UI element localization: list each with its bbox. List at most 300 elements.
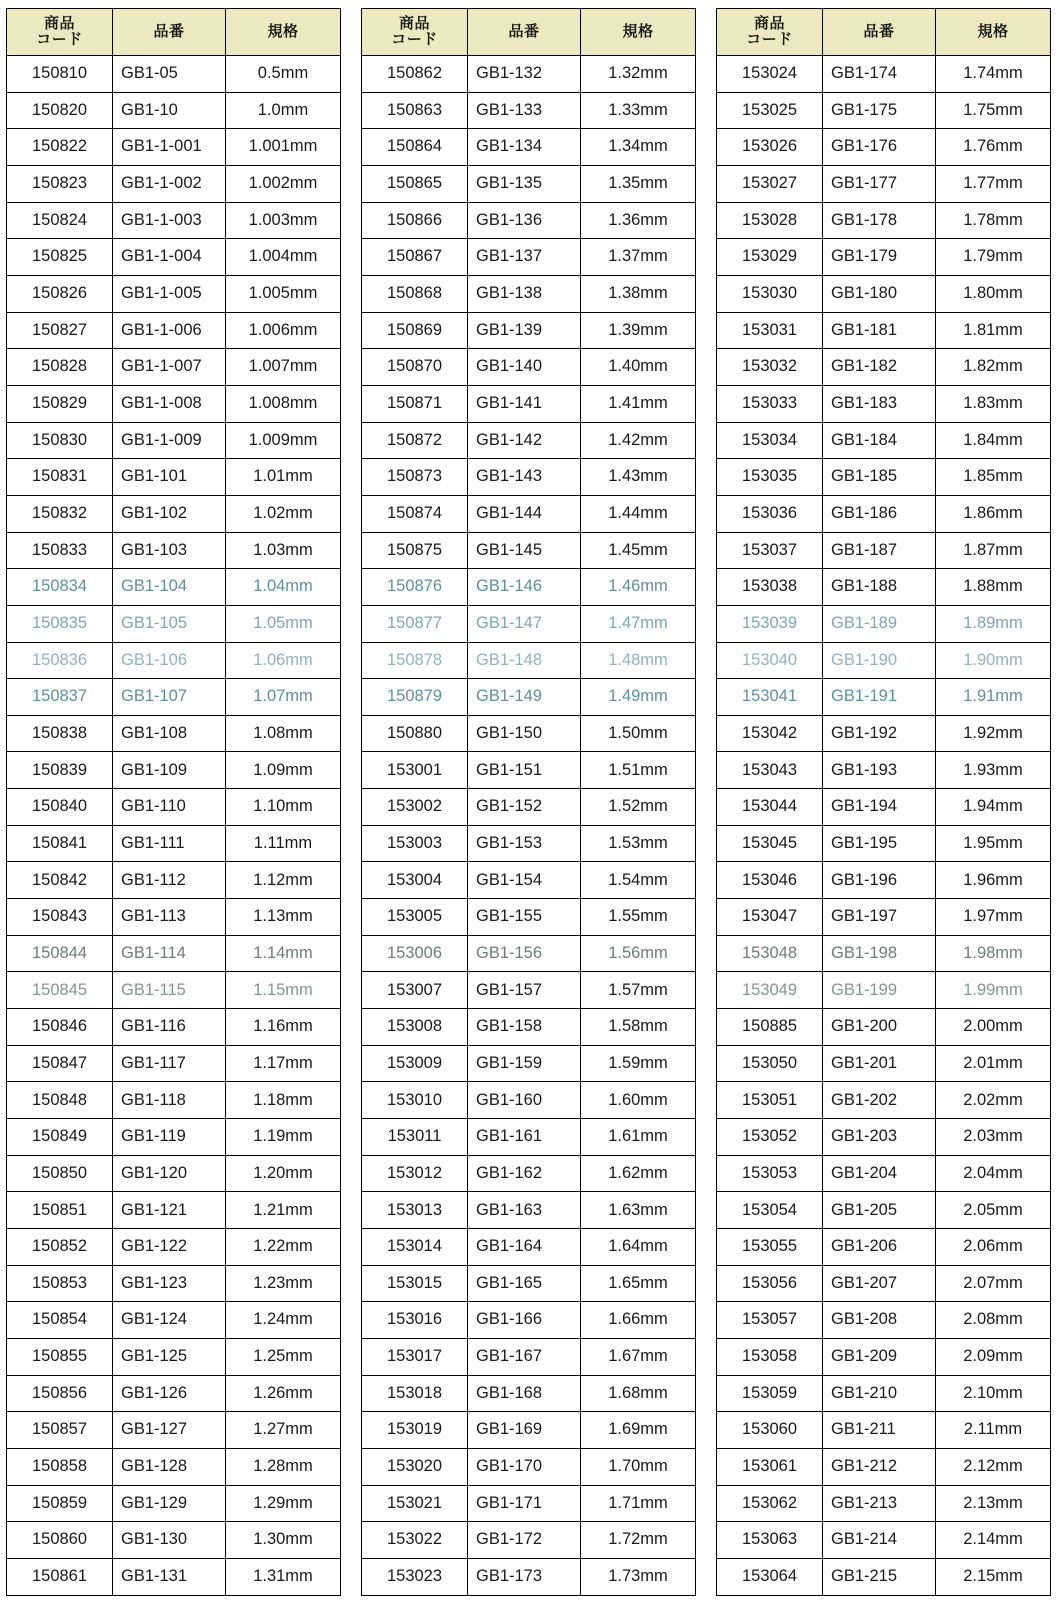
- table-row: [7, 752, 341, 789]
- cell-product-code: 153053: [717, 1155, 823, 1192]
- cell-part-number: GB1-158: [468, 1009, 581, 1046]
- cell-part-number: GB1-188: [823, 569, 936, 606]
- cell-part-number: GB1-149: [468, 679, 581, 716]
- cell-specification: 1.16mm: [226, 1009, 341, 1046]
- cell-specification: 1.009mm: [226, 422, 341, 459]
- cell-product-code: 150854: [7, 1302, 113, 1339]
- cell-part-number: GB1-151: [468, 752, 581, 789]
- cell-part-number: GB1-191: [823, 679, 936, 716]
- cell-specification: 1.85mm: [936, 459, 1051, 496]
- cell-part-number: GB1-162: [468, 1155, 581, 1192]
- cell-specification: 1.41mm: [581, 385, 696, 422]
- cell-part-number: GB1-107: [113, 679, 226, 716]
- cell-specification: 2.02mm: [936, 1082, 1051, 1119]
- cell-part-number: GB1-170: [468, 1448, 581, 1485]
- cell-specification: 1.73mm: [581, 1558, 696, 1595]
- table-row: [7, 422, 341, 459]
- cell-part-number: GB1-214: [823, 1522, 936, 1559]
- cell-product-code: 153039: [717, 605, 823, 642]
- table-row: [7, 312, 341, 349]
- table-row: [362, 752, 696, 789]
- cell-product-code: 150845: [7, 972, 113, 1009]
- table-row: [717, 1229, 1051, 1266]
- cell-specification: 1.76mm: [936, 129, 1051, 166]
- table-row: [362, 679, 696, 716]
- cell-product-code: 153040: [717, 642, 823, 679]
- cell-specification: 2.00mm: [936, 1009, 1051, 1046]
- cell-specification: 1.89mm: [936, 605, 1051, 642]
- cell-specification: 2.03mm: [936, 1119, 1051, 1156]
- table-row: [717, 92, 1051, 129]
- cell-product-code: 153062: [717, 1485, 823, 1522]
- cell-specification: 1.09mm: [226, 752, 341, 789]
- cell-specification: 1.20mm: [226, 1155, 341, 1192]
- cell-part-number: GB1-209: [823, 1338, 936, 1375]
- cell-specification: 1.70mm: [581, 1448, 696, 1485]
- cell-part-number: GB1-101: [113, 459, 226, 496]
- cell-product-code: 150830: [7, 422, 113, 459]
- cell-product-code: 150876: [362, 569, 468, 606]
- cell-product-code: 150833: [7, 532, 113, 569]
- cell-part-number: GB1-143: [468, 459, 581, 496]
- cell-product-code: 153007: [362, 972, 468, 1009]
- cell-specification: 1.59mm: [581, 1045, 696, 1082]
- column-header-part-number: 品番: [113, 9, 226, 56]
- table-row: [717, 569, 1051, 606]
- cell-product-code: 153057: [717, 1302, 823, 1339]
- cell-part-number: GB1-1-006: [113, 312, 226, 349]
- cell-specification: 1.71mm: [581, 1485, 696, 1522]
- table-row: [7, 825, 341, 862]
- cell-specification: 1.62mm: [581, 1155, 696, 1192]
- cell-specification: 1.93mm: [936, 752, 1051, 789]
- cell-product-code: 153026: [717, 129, 823, 166]
- table-row: [717, 1522, 1051, 1559]
- cell-specification: 0.5mm: [226, 56, 341, 93]
- cell-part-number: GB1-146: [468, 569, 581, 606]
- table-row: [7, 1485, 341, 1522]
- cell-part-number: GB1-168: [468, 1375, 581, 1412]
- cell-product-code: 150841: [7, 825, 113, 862]
- cell-part-number: GB1-179: [823, 239, 936, 276]
- cell-product-code: 150825: [7, 239, 113, 276]
- cell-part-number: GB1-177: [823, 165, 936, 202]
- cell-specification: 1.42mm: [581, 422, 696, 459]
- cell-specification: 2.01mm: [936, 1045, 1051, 1082]
- cell-product-code: 150859: [7, 1485, 113, 1522]
- cell-specification: 1.18mm: [226, 1082, 341, 1119]
- table-row: [717, 972, 1051, 1009]
- table-row: [717, 385, 1051, 422]
- cell-part-number: GB1-200: [823, 1009, 936, 1046]
- cell-part-number: GB1-171: [468, 1485, 581, 1522]
- cell-part-number: GB1-122: [113, 1229, 226, 1266]
- cell-product-code: 150861: [7, 1558, 113, 1595]
- cell-product-code: 150829: [7, 385, 113, 422]
- cell-product-code: 153035: [717, 459, 823, 496]
- cell-specification: 1.45mm: [581, 532, 696, 569]
- cell-specification: 1.67mm: [581, 1338, 696, 1375]
- column-header-product-code-line2: コード: [36, 31, 83, 48]
- cell-part-number: GB1-210: [823, 1375, 936, 1412]
- table-row: [362, 1045, 696, 1082]
- cell-specification: 1.57mm: [581, 972, 696, 1009]
- table-row: [717, 1375, 1051, 1412]
- cell-product-code: 150872: [362, 422, 468, 459]
- cell-part-number: GB1-112: [113, 862, 226, 899]
- cell-specification: 1.02mm: [226, 495, 341, 532]
- table-row: [7, 899, 341, 936]
- table-row: [717, 495, 1051, 532]
- cell-product-code: 150838: [7, 715, 113, 752]
- spec-table-2: [361, 8, 696, 1596]
- cell-product-code: 153017: [362, 1338, 468, 1375]
- cell-specification: 1.22mm: [226, 1229, 341, 1266]
- table-row: [362, 202, 696, 239]
- cell-product-code: 153045: [717, 825, 823, 862]
- table-row: [7, 495, 341, 532]
- cell-part-number: GB1-1-002: [113, 165, 226, 202]
- cell-specification: 1.21mm: [226, 1192, 341, 1229]
- cell-specification: 1.004mm: [226, 239, 341, 276]
- table-row: [717, 679, 1051, 716]
- cell-specification: 1.79mm: [936, 239, 1051, 276]
- table-row: [362, 715, 696, 752]
- cell-product-code: 150871: [362, 385, 468, 422]
- cell-product-code: 150843: [7, 899, 113, 936]
- cell-product-code: 150867: [362, 239, 468, 276]
- table-row: [7, 165, 341, 202]
- cell-specification: 1.51mm: [581, 752, 696, 789]
- cell-specification: 1.0mm: [226, 92, 341, 129]
- cell-specification: 1.94mm: [936, 789, 1051, 826]
- cell-product-code: 153001: [362, 752, 468, 789]
- cell-product-code: 153022: [362, 1522, 468, 1559]
- cell-product-code: 150852: [7, 1229, 113, 1266]
- cell-specification: 1.60mm: [581, 1082, 696, 1119]
- cell-product-code: 150865: [362, 165, 468, 202]
- table-row: [717, 1265, 1051, 1302]
- cell-specification: 1.49mm: [581, 679, 696, 716]
- table-row: [7, 569, 341, 606]
- cell-specification: 1.68mm: [581, 1375, 696, 1412]
- table-row: [717, 752, 1051, 789]
- cell-specification: 1.37mm: [581, 239, 696, 276]
- cell-specification: 1.006mm: [226, 312, 341, 349]
- cell-part-number: GB1-182: [823, 349, 936, 386]
- cell-product-code: 150820: [7, 92, 113, 129]
- cell-part-number: GB1-142: [468, 422, 581, 459]
- table-row: [362, 862, 696, 899]
- table-row: [362, 899, 696, 936]
- table-row: [362, 569, 696, 606]
- table-row: [362, 532, 696, 569]
- cell-product-code: 153021: [362, 1485, 468, 1522]
- cell-product-code: 150864: [362, 129, 468, 166]
- cell-specification: 1.27mm: [226, 1412, 341, 1449]
- table-row: [7, 1412, 341, 1449]
- cell-product-code: 150880: [362, 715, 468, 752]
- cell-specification: 1.81mm: [936, 312, 1051, 349]
- cell-product-code: 153019: [362, 1412, 468, 1449]
- cell-part-number: GB1-137: [468, 239, 581, 276]
- cell-product-code: 150810: [7, 56, 113, 93]
- cell-part-number: GB1-1-001: [113, 129, 226, 166]
- table-header-row: [717, 9, 1051, 56]
- table-row: [7, 385, 341, 422]
- cell-specification: 1.65mm: [581, 1265, 696, 1302]
- cell-product-code: 153015: [362, 1265, 468, 1302]
- table-row: [362, 1412, 696, 1449]
- cell-product-code: 150849: [7, 1119, 113, 1156]
- cell-product-code: 153029: [717, 239, 823, 276]
- cell-part-number: GB1-186: [823, 495, 936, 532]
- cell-specification: 1.08mm: [226, 715, 341, 752]
- cell-product-code: 150842: [7, 862, 113, 899]
- cell-product-code: 150840: [7, 789, 113, 826]
- column-header-part-number: 品番: [823, 9, 936, 56]
- cell-part-number: GB1-161: [468, 1119, 581, 1156]
- cell-product-code: 153050: [717, 1045, 823, 1082]
- cell-product-code: 153059: [717, 1375, 823, 1412]
- cell-part-number: GB1-103: [113, 532, 226, 569]
- cell-product-code: 153058: [717, 1338, 823, 1375]
- cell-specification: 1.46mm: [581, 569, 696, 606]
- table-row: [717, 862, 1051, 899]
- table-row: [362, 239, 696, 276]
- cell-specification: 1.56mm: [581, 935, 696, 972]
- cell-specification: 1.17mm: [226, 1045, 341, 1082]
- cell-product-code: 153014: [362, 1229, 468, 1266]
- table-row: [7, 1522, 341, 1559]
- table-row: [7, 1082, 341, 1119]
- cell-product-code: 153041: [717, 679, 823, 716]
- cell-product-code: 153008: [362, 1009, 468, 1046]
- cell-specification: 1.83mm: [936, 385, 1051, 422]
- cell-part-number: GB1-128: [113, 1448, 226, 1485]
- cell-product-code: 153006: [362, 935, 468, 972]
- cell-specification: 1.86mm: [936, 495, 1051, 532]
- table-row: [717, 789, 1051, 826]
- cell-product-code: 150875: [362, 532, 468, 569]
- cell-product-code: 150832: [7, 495, 113, 532]
- cell-part-number: GB1-164: [468, 1229, 581, 1266]
- table-row: [717, 935, 1051, 972]
- table-row: [7, 129, 341, 166]
- cell-part-number: GB1-10: [113, 92, 226, 129]
- cell-specification: 1.39mm: [581, 312, 696, 349]
- cell-product-code: 153046: [717, 862, 823, 899]
- cell-part-number: GB1-119: [113, 1119, 226, 1156]
- table-row: [717, 202, 1051, 239]
- cell-specification: 2.04mm: [936, 1155, 1051, 1192]
- cell-part-number: GB1-215: [823, 1558, 936, 1595]
- cell-specification: 1.50mm: [581, 715, 696, 752]
- cell-specification: 1.19mm: [226, 1119, 341, 1156]
- spec-table-3: [716, 8, 1051, 1596]
- table-row: [7, 56, 341, 93]
- cell-part-number: GB1-1-008: [113, 385, 226, 422]
- table-row: [362, 1375, 696, 1412]
- table-row: [7, 1155, 341, 1192]
- cell-specification: 1.96mm: [936, 862, 1051, 899]
- cell-specification: 2.10mm: [936, 1375, 1051, 1412]
- table-row: [362, 1558, 696, 1595]
- cell-part-number: GB1-108: [113, 715, 226, 752]
- table-row: [7, 715, 341, 752]
- table-row: [7, 459, 341, 496]
- cell-part-number: GB1-181: [823, 312, 936, 349]
- cell-specification: 1.007mm: [226, 349, 341, 386]
- cell-specification: 1.26mm: [226, 1375, 341, 1412]
- table-row: [362, 642, 696, 679]
- cell-product-code: 150856: [7, 1375, 113, 1412]
- cell-part-number: GB1-156: [468, 935, 581, 972]
- column-header-product-code: [7, 9, 113, 56]
- cell-part-number: GB1-202: [823, 1082, 936, 1119]
- cell-part-number: GB1-133: [468, 92, 581, 129]
- cell-product-code: 153060: [717, 1412, 823, 1449]
- cell-specification: 1.03mm: [226, 532, 341, 569]
- column-header-specification: 規格: [226, 9, 341, 56]
- table-row: [7, 1229, 341, 1266]
- cell-part-number: GB1-176: [823, 129, 936, 166]
- cell-product-code: 150847: [7, 1045, 113, 1082]
- column-header-specification: 規格: [936, 9, 1051, 56]
- cell-part-number: GB1-05: [113, 56, 226, 93]
- cell-part-number: GB1-1-007: [113, 349, 226, 386]
- cell-part-number: GB1-212: [823, 1448, 936, 1485]
- cell-product-code: 153023: [362, 1558, 468, 1595]
- cell-part-number: GB1-136: [468, 202, 581, 239]
- cell-part-number: GB1-165: [468, 1265, 581, 1302]
- table-row: [362, 275, 696, 312]
- table-header-row: [7, 9, 341, 56]
- cell-specification: 1.29mm: [226, 1485, 341, 1522]
- cell-product-code: 153064: [717, 1558, 823, 1595]
- cell-part-number: GB1-196: [823, 862, 936, 899]
- cell-specification: 1.32mm: [581, 56, 696, 93]
- cell-product-code: 150834: [7, 569, 113, 606]
- cell-product-code: 153028: [717, 202, 823, 239]
- cell-part-number: GB1-135: [468, 165, 581, 202]
- cell-product-code: 153025: [717, 92, 823, 129]
- cell-part-number: GB1-155: [468, 899, 581, 936]
- cell-specification: 2.06mm: [936, 1229, 1051, 1266]
- table-row: [7, 1119, 341, 1156]
- cell-specification: 1.47mm: [581, 605, 696, 642]
- cell-part-number: GB1-129: [113, 1485, 226, 1522]
- cell-part-number: GB1-192: [823, 715, 936, 752]
- cell-product-code: 150848: [7, 1082, 113, 1119]
- cell-product-code: 153013: [362, 1192, 468, 1229]
- cell-specification: 2.12mm: [936, 1448, 1051, 1485]
- table-row: [7, 1558, 341, 1595]
- cell-part-number: GB1-174: [823, 56, 936, 93]
- cell-specification: 1.64mm: [581, 1229, 696, 1266]
- cell-specification: 1.43mm: [581, 459, 696, 496]
- table-row: [7, 1009, 341, 1046]
- cell-part-number: GB1-159: [468, 1045, 581, 1082]
- column-header-product-code-line1: 商品: [43, 15, 75, 33]
- cell-specification: 1.33mm: [581, 92, 696, 129]
- table-row: [362, 422, 696, 459]
- cell-product-code: 153024: [717, 56, 823, 93]
- column-header-specification: 規格: [581, 9, 696, 56]
- cell-product-code: 150851: [7, 1192, 113, 1229]
- cell-part-number: GB1-154: [468, 862, 581, 899]
- cell-product-code: 150860: [7, 1522, 113, 1559]
- cell-part-number: GB1-123: [113, 1265, 226, 1302]
- cell-product-code: 150879: [362, 679, 468, 716]
- cell-specification: 1.95mm: [936, 825, 1051, 862]
- cell-product-code: 153034: [717, 422, 823, 459]
- cell-product-code: 150850: [7, 1155, 113, 1192]
- cell-part-number: GB1-172: [468, 1522, 581, 1559]
- cell-specification: 1.78mm: [936, 202, 1051, 239]
- column-header-product-code-line1: 商品: [753, 15, 785, 33]
- cell-specification: 1.003mm: [226, 202, 341, 239]
- table-row: [7, 972, 341, 1009]
- cell-part-number: GB1-208: [823, 1302, 936, 1339]
- cell-product-code: 150869: [362, 312, 468, 349]
- cell-product-code: 150828: [7, 349, 113, 386]
- cell-product-code: 150824: [7, 202, 113, 239]
- table-row: [717, 1412, 1051, 1449]
- cell-product-code: 153061: [717, 1448, 823, 1485]
- cell-product-code: 153051: [717, 1082, 823, 1119]
- table-row: [7, 789, 341, 826]
- cell-specification: 1.001mm: [226, 129, 341, 166]
- cell-product-code: 153044: [717, 789, 823, 826]
- cell-specification: 1.91mm: [936, 679, 1051, 716]
- table-row: [717, 239, 1051, 276]
- cell-part-number: GB1-141: [468, 385, 581, 422]
- cell-product-code: 150868: [362, 275, 468, 312]
- cell-specification: 1.80mm: [936, 275, 1051, 312]
- cell-specification: 1.30mm: [226, 1522, 341, 1559]
- table-row: [7, 862, 341, 899]
- column-header-product-code: [362, 9, 468, 56]
- column-header-product-code: [717, 9, 823, 56]
- column-header-product-code-line1: 商品: [398, 15, 430, 33]
- table-row: [362, 1448, 696, 1485]
- cell-part-number: GB1-185: [823, 459, 936, 496]
- cell-part-number: GB1-102: [113, 495, 226, 532]
- cell-product-code: 153012: [362, 1155, 468, 1192]
- cell-part-number: GB1-140: [468, 349, 581, 386]
- cell-specification: 1.23mm: [226, 1265, 341, 1302]
- table-row: [7, 1375, 341, 1412]
- cell-product-code: 153049: [717, 972, 823, 1009]
- cell-part-number: GB1-109: [113, 752, 226, 789]
- cell-part-number: GB1-113: [113, 899, 226, 936]
- table-row: [362, 459, 696, 496]
- cell-product-code: 150877: [362, 605, 468, 642]
- cell-specification: 2.09mm: [936, 1338, 1051, 1375]
- table-row: [362, 1302, 696, 1339]
- table-row: [362, 935, 696, 972]
- cell-specification: 1.34mm: [581, 129, 696, 166]
- cell-product-code: 153037: [717, 532, 823, 569]
- table-row: [717, 532, 1051, 569]
- cell-specification: 1.12mm: [226, 862, 341, 899]
- cell-product-code: 153054: [717, 1192, 823, 1229]
- cell-specification: 1.92mm: [936, 715, 1051, 752]
- cell-product-code: 150885: [717, 1009, 823, 1046]
- cell-product-code: 153055: [717, 1229, 823, 1266]
- table-row: [717, 825, 1051, 862]
